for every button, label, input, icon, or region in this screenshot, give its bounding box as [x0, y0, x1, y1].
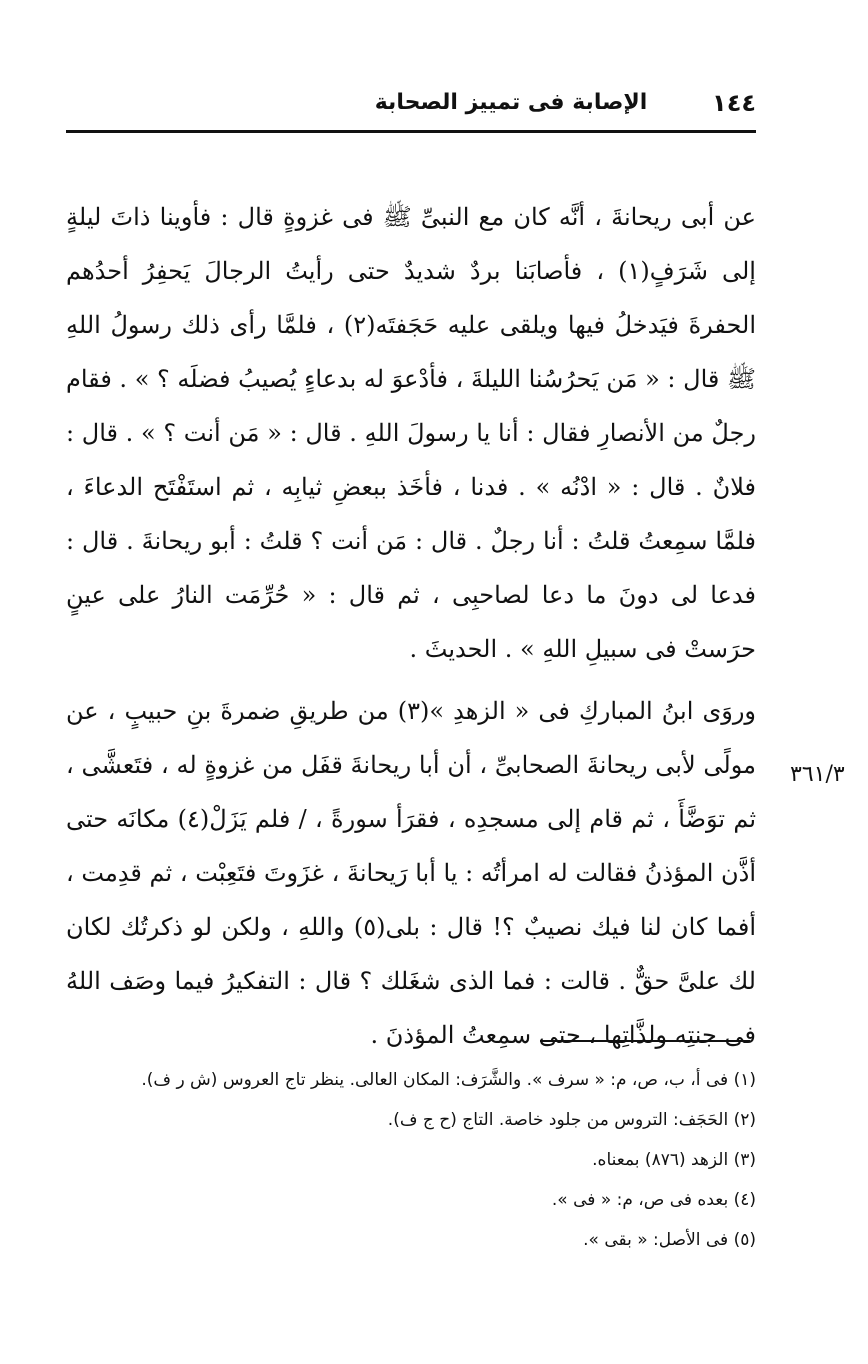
footnotes: [66, 1060, 756, 1260]
running-header: [66, 88, 756, 122]
footnote-5: (٥) فى الأصل: « بقى ».: [583, 1230, 756, 1250]
margin-volume-page-reference: ٣٦١/٣: [790, 762, 845, 787]
body-paragraph-1: عن أبى ريحانةَ ، أنَّه كان مع النبىِّ ﷺ فى غزوةٍ قال : فأوينا ذاتَ ليلةٍ إلى شَرَفٍ(١) ، فأصابَنا بردٌ شديدٌ حتى رأيتُ الرجالَ يَحفِرُ أحدُهم الحفرةَ فيَدخلُ فيها ويلقى عليه حَجَفتَه(٢) ، فلمَّا رأى ذلك رسولُ اللهِ ﷺ قال : « مَن يَحرُسُنا الليلةَ ، فأدْعوَ له بدعاءٍ يُصيبُ فضلَه ؟ » . فقام رجلٌ من الأنصارِ فقال : أنا يا رسولَ اللهِ . قال : « مَن أنت ؟ » . قال : فلانٌ . قال : « ادْنُه » . فدنا ، فأخَذ ببعضِ ثيابِه ، ثم استَفْتَح الدعاءَ ، فلمَّا سمِعتُ قلتُ : أنا رجلٌ . قال : مَن أنت ؟ قلتُ : أبو ريحانةَ . قال : فدعا لى دونَ ما دعا لصاحبِى ، ثم قال : « حُرِّمَت النارُ على عينٍ حرَستْ فى سبيلِ اللهِ » . الحديثَ .: [66, 203, 757, 663]
page-number: ١٤٤: [712, 89, 756, 117]
footnote-2: (٢) الحَجَف: التروس من جلود خاصة. التاج (ح ج ف).: [387, 1110, 756, 1130]
footnote-1: (١) فى أ، ب، ص، م: « سرف ». والشَّرَف: المكان العالى. ينظر تاج العروس (ش ر ف).: [141, 1070, 756, 1090]
body-paragraph-2: وروَى ابنُ المباركِ فى « الزهدِ »(٣) من طريقِ ضمرةَ بنِ حبيبٍ ، عن مولًى لأبى ريحانةَ الصحابىِّ ، أن أبا ريحانةَ قفَل من غزوةٍ له ، فتَعشَّى ، ثم توَضَّأَ ، ثم قام إلى مسجدِه ، فقرَأ سورةً ، / فلم يَزَلْ(٤) مكانَه حتى أذَّن المؤذنُ فقالت له امرأتُه : يا أبا رَيحانةَ ، غزَوتَ فتَعِبْت ، ثم قدِمت ، أفما كان لنا فيك نصيبٌ ؟! قال : بلى(٥) واللهِ ، ولكن لو ذكرتُك لكان لك علىَّ حقٌّ . قالت : فما الذى شغَلك ؟ قال : التفكيرُ فيما وصَف اللهُ فى جنتِه ولذَّاتِها ، حتى سمِعتُ المؤذنَ .: [66, 697, 757, 1049]
running-title: الإصابة فى تمييز الصحابة: [374, 90, 648, 115]
footnote-3: (٣) الزهد (٨٧٦) بمعناه.: [592, 1150, 756, 1170]
header-rule: [66, 130, 756, 133]
footnote-rule: [540, 1040, 750, 1042]
footnote-4: (٤) بعده فى ص، م: « فى ».: [551, 1190, 756, 1210]
